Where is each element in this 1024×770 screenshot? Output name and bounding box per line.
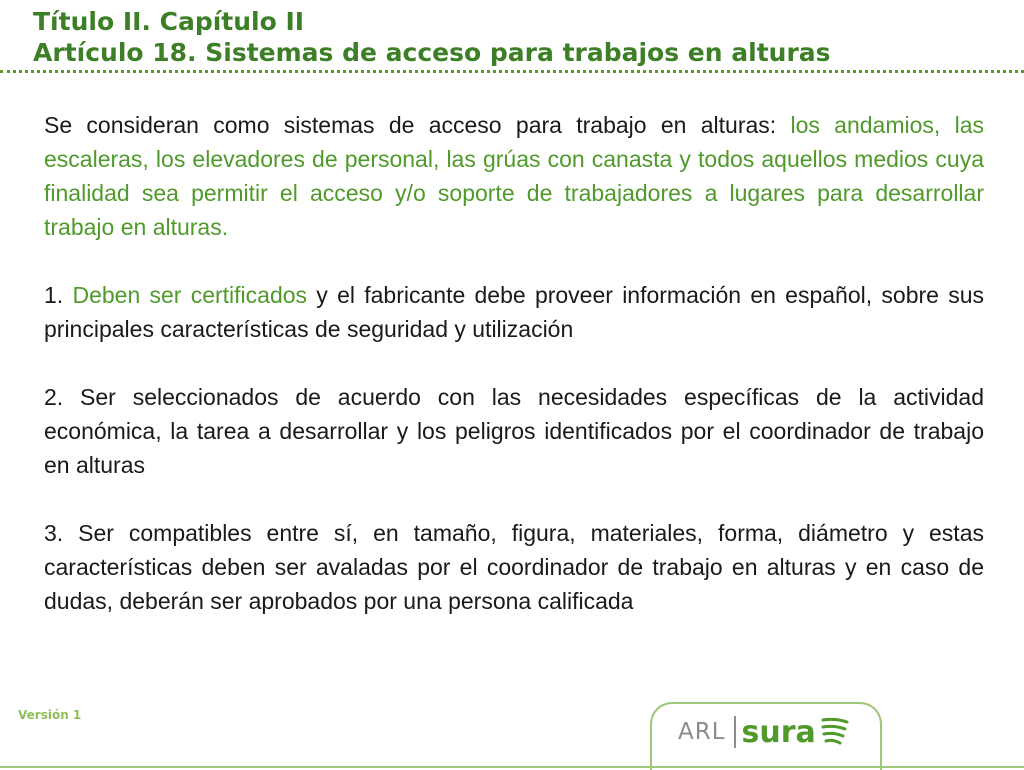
slide-title xyxy=(33,6,993,68)
version-label: Versión 1 xyxy=(18,708,82,722)
dotted-divider xyxy=(0,70,1024,73)
item-1-text: y el fabricante debe proveer información en español, sobre sus principales características de seguridad y utilización xyxy=(44,282,984,342)
slide-body xyxy=(44,108,984,652)
paragraph-item-1 xyxy=(44,278,984,346)
logo-separator xyxy=(734,716,736,748)
paragraph-item-3: 3. Ser compatibles entre sí, en tamaño, figura, materiales, forma, diámetro y estas características deben ser avaladas por el coordinador de trabajo en alturas y en caso de dudas, deberán ser aprobados por una persona calificada xyxy=(44,520,984,614)
logo-brand-text: sura xyxy=(741,714,816,750)
sura-leaf-icon xyxy=(820,716,850,748)
logo-arl-text: ARL xyxy=(678,719,726,745)
title-line-2: Artículo 18. Sistemas de acceso para trabajos en alturas xyxy=(33,38,831,67)
title-line-1: Título II. Capítulo II xyxy=(33,7,305,36)
item-1-number: 1. xyxy=(44,282,73,308)
paragraph-item-2: 2. Ser seleccionados de acuerdo con las necesidades específicas de la actividad económica, la tarea a desarrollar y los peligros identificados por el coordinador de trabajo en alturas xyxy=(44,384,984,478)
paragraph-intro xyxy=(44,108,984,244)
intro-highlight: los andamios, las escaleras, los elevadores de personal, las grúas con canasta y todos aquellos medios cuya finalidad sea permitir el acceso y/o soporte de trabajadores a lugares para desarrollar trabajo en alturas. xyxy=(44,112,985,240)
item-1-highlight: Deben ser certificados xyxy=(72,282,308,308)
company-logo xyxy=(678,712,850,752)
intro-text: Se consideran como sistemas de acceso para trabajo en alturas: xyxy=(44,112,791,138)
